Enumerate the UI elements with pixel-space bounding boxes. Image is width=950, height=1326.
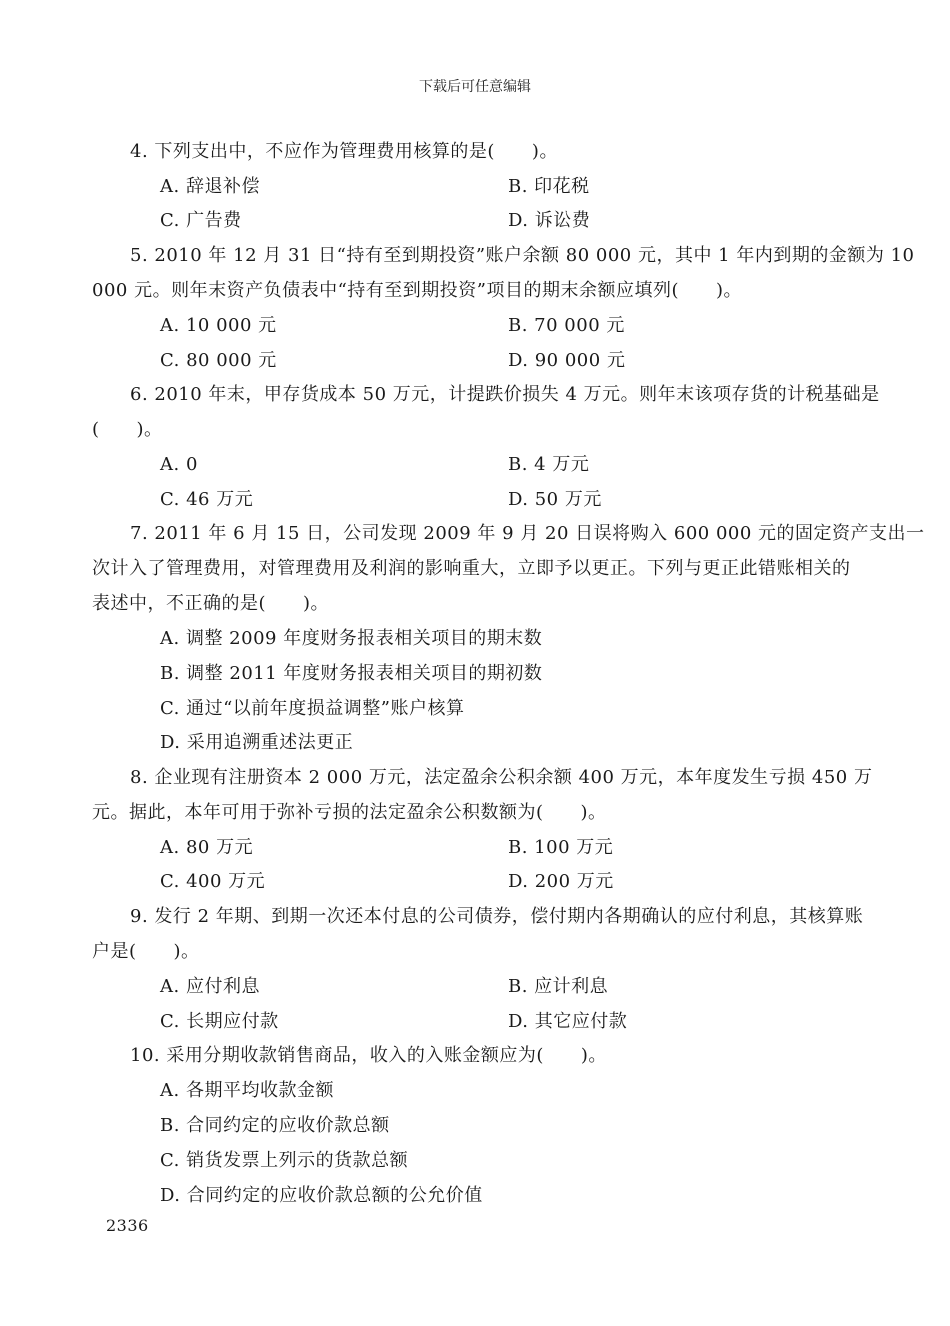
question-stem-line-1: 9. 发行 2 年期、到期一次还本付息的公司债券，偿付期内各期确认的应付利息，其核算账 <box>130 906 864 927</box>
option-a: A. 应付利息 <box>160 976 260 997</box>
question-stem: 4. 下列支出中，不应作为管理费用核算的是( )。 <box>130 141 558 162</box>
option-d: D. 合同约定的应收价款总额的公允价值 <box>160 1185 483 1206</box>
question-stem-line-1: 8. 企业现有注册资本 2 000 万元，法定盈余公积余额 400 万元，本年度发生亏损 450 万 <box>130 767 873 788</box>
option-c: C. 广告费 <box>160 210 242 231</box>
question-stem-line-1: 7. 2011 年 6 月 15 日，公司发现 2009 年 9 月 20 日误将购入 600 000 元的固定资产支出一 <box>130 523 925 544</box>
option-b: B. 调整 2011 年度财务报表相关项目的期初数 <box>160 663 543 684</box>
option-d: D. 其它应付款 <box>508 1011 628 1032</box>
question-stem-line-2: ( )。 <box>92 419 163 440</box>
option-b: B. 应计利息 <box>508 976 609 997</box>
option-c: C. 80 000 元 <box>160 350 277 371</box>
option-b: B. 100 万元 <box>508 837 614 858</box>
question-stem-line-2: 户是( )。 <box>92 941 200 962</box>
question-stem: 10. 采用分期收款销售商品，收入的入账金额应为( )。 <box>130 1045 607 1066</box>
question-stem-line-1: 6. 2010 年末，甲存货成本 50 万元，计提跌价损失 4 万元。则年末该项存货的计税基础是 <box>130 384 880 405</box>
option-a: A. 调整 2009 年度财务报表相关项目的期末数 <box>160 628 543 649</box>
option-a: A. 10 000 元 <box>160 315 277 336</box>
question-stem-line-3: 表述中，不正确的是( )。 <box>92 593 330 614</box>
option-a: A. 辞退补偿 <box>160 176 260 197</box>
option-c: C. 销货发票上列示的货款总额 <box>160 1150 409 1171</box>
option-b: B. 4 万元 <box>508 454 590 475</box>
option-b: B. 70 000 元 <box>508 315 625 336</box>
option-d: D. 90 000 元 <box>508 350 626 371</box>
option-d: D. 200 万元 <box>508 871 614 892</box>
option-c: C. 46 万元 <box>160 489 254 510</box>
option-b: B. 印花税 <box>508 176 590 197</box>
option-d: D. 诉讼费 <box>508 210 591 231</box>
option-c: C. 通过“以前年度损益调整”账户核算 <box>160 698 465 719</box>
option-d: D. 50 万元 <box>508 489 602 510</box>
option-c: C. 长期应付款 <box>160 1011 279 1032</box>
question-stem-line-2: 次计入了管理费用，对管理费用及利润的影响重大，立即予以更正。下列与更正此错账相关的 <box>92 558 851 579</box>
question-stem-line-2: 000 元。则年末资产负债表中“持有至到期投资”项目的期末余额应填列( )。 <box>92 280 743 301</box>
option-b: B. 合同约定的应收价款总额 <box>160 1115 390 1136</box>
option-a: A. 80 万元 <box>160 837 254 858</box>
option-a: A. 各期平均收款金额 <box>160 1080 334 1101</box>
page-header: 下载后可任意编辑 <box>419 79 531 95</box>
option-a: A. 0 <box>160 454 198 475</box>
question-stem-line-1: 5. 2010 年 12 月 31 日“持有至到期投资”账户余额 80 000 元，其中 1 年内到期的金额为 10 <box>130 245 915 266</box>
option-c: C. 400 万元 <box>160 871 266 892</box>
option-d: D. 采用追溯重述法更正 <box>160 732 354 753</box>
page-number: 2336 <box>106 1216 149 1235</box>
question-stem-line-2: 元。据此，本年可用于弥补亏损的法定盈余公积数额为( )。 <box>92 802 607 823</box>
